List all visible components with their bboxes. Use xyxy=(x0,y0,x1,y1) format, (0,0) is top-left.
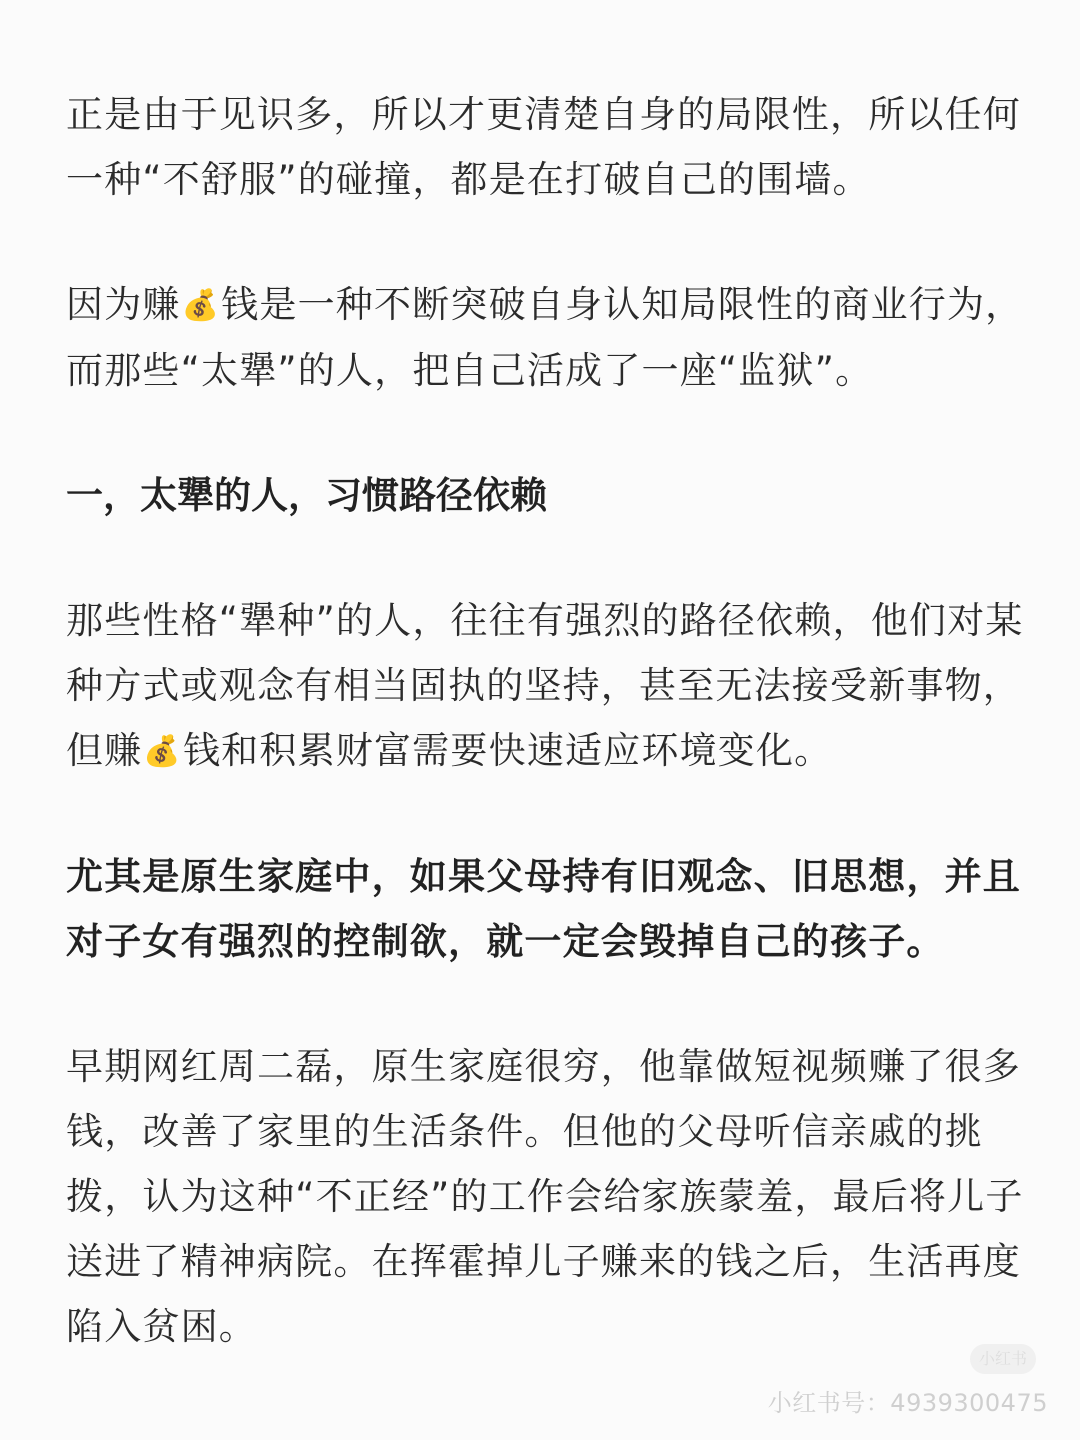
paragraph-4-bold xyxy=(66,844,1026,974)
money-bag-icon: 💰 xyxy=(181,288,221,323)
money-bag-icon: 💰 xyxy=(143,734,182,769)
article-body xyxy=(66,82,1026,1419)
paragraph-2 xyxy=(66,272,1026,403)
section-heading-1: 一，太犟的人，习惯路径依赖 xyxy=(66,474,547,517)
paragraph-4-text: 尤其是原生家庭中，如果父母持有旧观念、旧思想，并且对子女有强烈的控制欲，就一定会毁掉自己的孩子。 xyxy=(66,855,1021,963)
paragraph-5 xyxy=(66,1034,1026,1359)
paragraph-1-text: 正是由于见识多，所以才更清楚自身的局限性，所以任何一种“不舒服”的碰撞，都是在打破自己的围墙。 xyxy=(66,93,1021,201)
paragraph-5-text: 早期网红周二磊，原生家庭很穷，他靠做短视频赚了很多钱，改善了家里的生活条件。但他的父母听信亲戚的挑拨，认为这种“不正经”的工作会给家族蒙羞，最后将儿子送进了精神病院。在挥霍掉儿子赚来的钱之后，生活再度陷入贫困。 xyxy=(66,1045,1024,1348)
paragraph-3-text-start: 那些性格“犟种”的人，往往有强烈的路径依赖，他们对某种方式或观念有相当固执的坚持，甚至无法接受新事物，但赚 xyxy=(66,599,1024,772)
watermark-logo: 小红书 xyxy=(970,1344,1036,1374)
paragraph-3-text-end: 钱和积累财富需要快速适应环境变化。 xyxy=(182,729,833,772)
paragraph-2-text-start: 因为赚 xyxy=(66,283,181,326)
paragraph-3 xyxy=(66,588,1026,784)
paragraph-1 xyxy=(66,82,1026,212)
paragraph-2-text-end: 钱是一种不断突破自身认知局限性的商业行为，而那些“太犟”的人，把自己活成了一座“监狱”。 xyxy=(66,283,1024,392)
watermark-account-id: 小红书号：4939300475 xyxy=(767,1389,1048,1417)
